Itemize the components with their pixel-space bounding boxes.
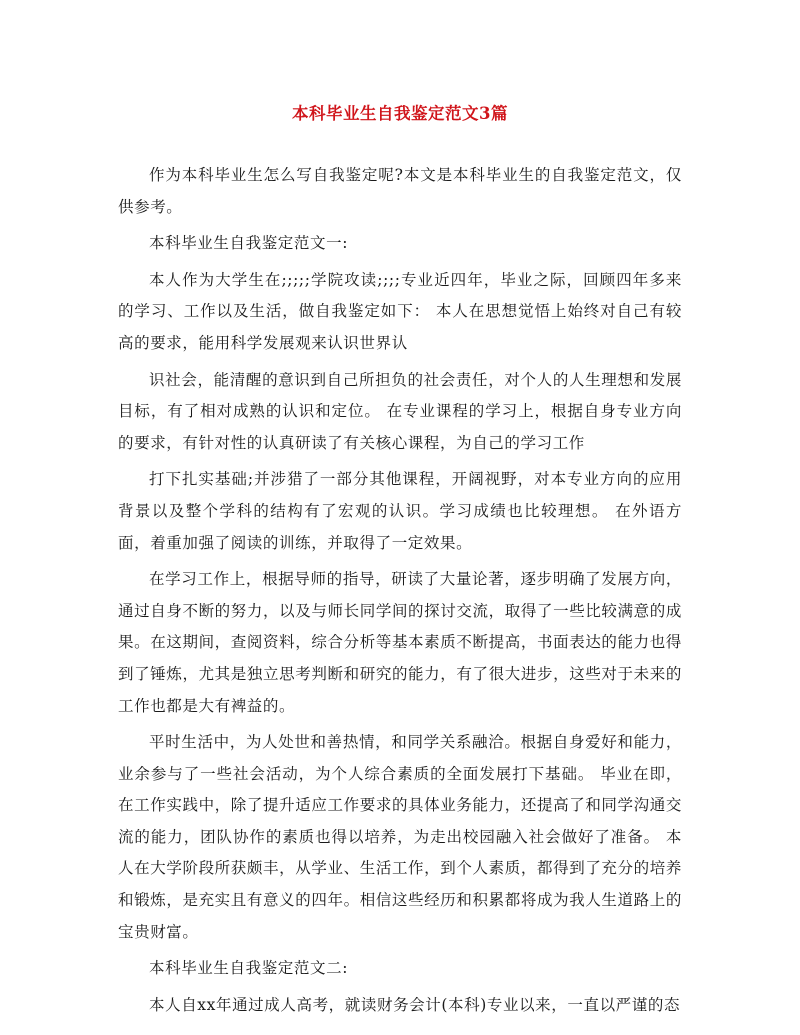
document-title: 本科毕业生自我鉴定范文3篇	[292, 104, 508, 123]
paragraph: 识社会，能清醒的意识到自己所担负的社会责任，对个人的人生理想和发展目标，有了相对成熟的认识和定位。 在专业课程的学习上，根据自身专业方向的要求，有针对性的认真研读了有关核心课程，为自己的学习工作	[118, 370, 682, 452]
section-heading-1: 本科毕业生自我鉴定范文一:	[149, 234, 349, 253]
paragraph: 本人作为大学生在;;;;;学院攻读;;;;专业近四年，毕业之际，回顾四年多来的学习、工作以及生活，做自我鉴定如下： 本人在思想觉悟上始终对自己有较高的要求，能用科学发展观来认识世界认	[118, 270, 682, 352]
document-body	[118, 160, 682, 1021]
paragraph: 在学习工作上，根据导师的指导，研读了大量论著，逐步明确了发展方向，通过自身不断的努力，以及与师长同学间的探讨交流，取得了一些比较满意的成果。在这期间，查阅资料，综合分析等基本素质不断提高，书面表达的能力也得到了锤炼，尤其是独立思考判断和研究的能力，有了很大进步，这些对于未来的工作也都是大有裨益的。	[118, 570, 682, 715]
paragraph-intro: 作为本科毕业生怎么写自我鉴定呢?本文是本科毕业生的自我鉴定范文，仅供参考。	[118, 166, 682, 216]
section-heading-2: 本科毕业生自我鉴定范文二:	[149, 959, 349, 978]
paragraph: 打下扎实基础;并涉猎了一部分其他课程，开阔视野，对本专业方向的应用背景以及整个学科的结构有了宏观的认识。学习成绩也比较理想。 在外语方面，着重加强了阅读的训练，并取得了一定效果。	[118, 470, 682, 552]
paragraph: 平时生活中，为人处世和善热情，和同学关系融洽。根据自身爱好和能力，业余参与了一些社会活动，为个人综合素质的全面发展打下基础。 毕业在即，在工作实践中，除了提升适应工作要求的具体业务能力，还提高了和同学沟通交流的能力，团队协作的素质也得以培养，为走出校园融入社会做好了准备。 本人在大学阶段所获颇丰，从学业、生活工作，到个人素质，都得到了充分的培养和锻炼，是充实且有意义的四年。相信这些经历和积累都将成为我人生道路上的宝贵财富。	[118, 733, 682, 941]
paragraph: 本人自xx年通过成人高考，就读财务会计(本科)专业以来，一直以严谨的态	[149, 995, 681, 1014]
